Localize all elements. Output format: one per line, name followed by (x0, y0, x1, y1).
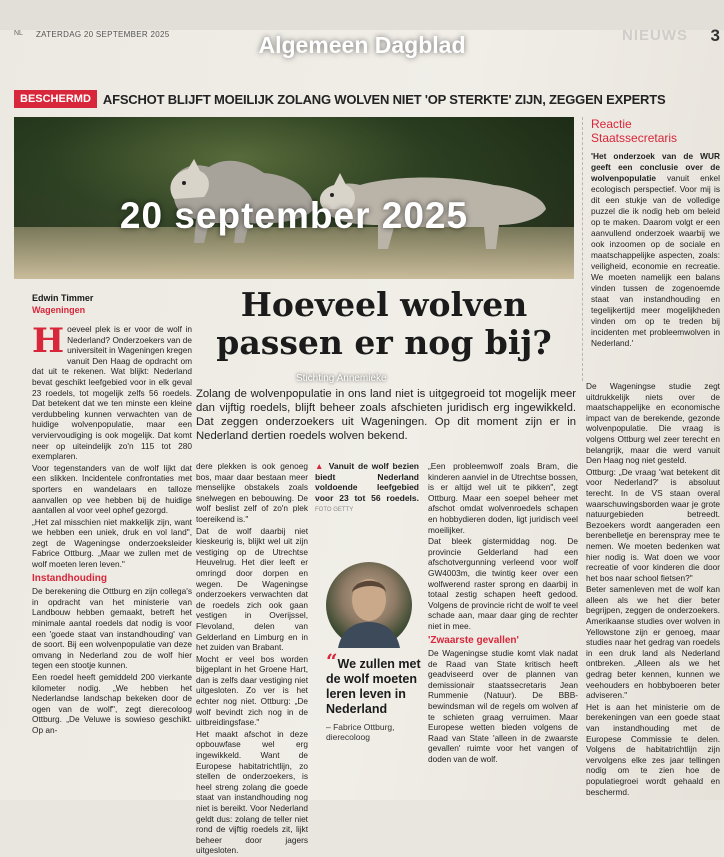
paragraph: De Wageningse studie komt vlak nadat de Raad van State kritisch heeft geadviseerd over de plannen van demissionair staatssecretaris Jean Rummenie (Natuur). De BBB-bewindsman wil de regels om wolven af te schieten graag verruimen. Maar Europese wetten bieden volgens de Raad van State 'alleen in de zwaarste gevallen' ruimte voor het vangen of doden van de wolf. (428, 648, 578, 765)
paragraph: Het is aan het ministerie om de berekeningen van een goede staat van instandhouding met de Europese Commissie te delen. Volgens de habitatrichtlijn zijn vervolgens elke zes jaar tellingen nodig om te zien hoe de populatiegroei wordt gehaald en beschermd. (586, 701, 720, 797)
photo-caption (315, 461, 419, 516)
photo-caption-text: Vanuit de wolf bezien biedt Nederland voldoende leefgebied voor 23 tot 56 roedels. (315, 461, 419, 503)
quote-mark-icon: “ (326, 649, 338, 673)
portrait-illustration (326, 562, 412, 648)
section-label: NIEUWS (622, 27, 688, 44)
paragraph: Een roedel heeft gemiddeld 200 vierkante kilometer nodig. „We hebben het Nederlandse landschap bekeken door de ogen van de wolf", zegt dierecoloog Ottburg. „De Veluwe is sowieso geschikt. Op an- (32, 672, 192, 735)
paragraph (32, 321, 192, 462)
masthead-overlay: Algemeen Dagblad (258, 32, 466, 58)
paragraph: dere plekken is ook genoeg bos, maar daar bestaan meer menselijke obstakels zoals snelwegen en bebouwing. De wolf beslist zelf of zo'n plek toereikend is." (196, 461, 308, 524)
paragraph: Ottburg: „De vraag 'wat betekent dit voor Nederland?' is absoluut terecht. In de VS staan overal waarschuwingsborden waar je grote natuurgebieden betreedt. Bezoekers wordt aangeraden een berenbelletje en berenspray mee te nemen. We moeten bedenken wat hier nodig is. Wat doen we voor recreatie of voor kinderen die door het bos naar school fietsen?" (586, 466, 720, 583)
pull-quote-attribution: – Fabrice Ottburg, dierecoloog (326, 722, 395, 742)
article-column-2 (196, 461, 308, 857)
lead-paragraph: Zolang de wolvenpopulatie in ons land niet is uitgegroeid tot mogelijk meer dan vijftig roedels, blijft beheer zoals afschieten juridisch erg ingewikkeld. Dat zeggen onderzoekers uit Wageningen. Op dit moment zijn er in Nederland dertien roedels wolven bekend. (196, 388, 576, 442)
dateline: ZATERDAG 20 SEPTEMBER 2025 (36, 30, 170, 39)
wolf-photo (14, 117, 574, 279)
date-overlay: 20 september 2025 (119, 195, 469, 236)
subheading: Instandhouding (32, 572, 107, 584)
dateline-location: Wageningen (32, 305, 86, 315)
article-column-4 (428, 461, 578, 766)
reactie-sidebar (582, 117, 720, 381)
article-column-5 (586, 381, 720, 798)
portrait-photo (326, 562, 412, 648)
paragraph: „Het zal misschien niet makkelijk zijn, want we hebben een uniek, druk en vol land", zegt de Wageningse onderzoeksleider Fabrice Ottburg. „Maar we zullen met de wolf moeten leren leven." (32, 516, 192, 570)
reactie-title: Reactie (591, 117, 632, 131)
drop-cap: H (32, 321, 65, 361)
subheading: 'Zwaarste gevallen' (428, 634, 519, 646)
pull-quote-body: We zullen met de wolf moeten leren leven in Nederland (326, 657, 421, 716)
paragraph-text: oeveel plek is er voor de wolf in Nederland? Onderzoekers van de universiteit in Wageningen kregen vanuit Den Haag de opdracht om dat uit te rekenen. Wat blijkt: Nederland bevat geschikt leefgebied voor in elk geval 23 roedels, tot mogelijk zelfs 56 roedels. Dat betekent dat we ten minste een kleine verdubbeling kunnen verwachten van de huidige wolvenpopulatie, maar een verviervoudiging is ook mogelijk. Dat komt neer op uiteindelijk zo'n 115 tot 280 exemplaren. (32, 324, 192, 462)
reactie-quote-bold: 'Het onderzoek van de WUR geeft een conclusie over de wolvenpopulatie (591, 151, 720, 183)
paragraph: Voor tegenstanders van de wolf lijkt dat een slikken. Incidentele confrontaties met sporters en wandelaars en talloze aanvallen op vee hebben bij de huidige aantallen al voor veel ophef gezorgd. (32, 462, 192, 516)
author-byline: Edwin Timmer (32, 293, 94, 303)
paragraph: Het maakt afschot in deze opbouwfase wel erg ingewikkeld. Want de Europese habitatrichtlijn, zo stellen de onderzoekers, is heel streng zolang die goede staat van instandhouding nog niet is bereikt. Voor Nederland geldt dus: zolang de teller niet rond de vijftig roedels zit, lijkt beheer door jagers uitgesloten. (196, 728, 308, 856)
paragraph: Dat bleek gistermiddag nog. De provincie Gelderland had een afschotvergunning verleend voor wolf GW4003m, die twintig keer over een wolfwerend raster sprong en daarbij in totaal zestig schapen heeft gedood. Volgens de provincie richt de wolf te veel schade aan, maar daar ging de rechter niet in mee. (428, 536, 578, 631)
reactie-subtitle: Staatssecretaris (591, 131, 678, 145)
paragraph: De Wageningse studie zegt uitdrukkelijk niets over de maatschappelijke en economische impact van de berekende, gezonde wolvenpopulatie. Die vraag is volgens Ottburg wel zeer terecht en belangrijk, maar die werd vanuit Den Haag nog niet gesteld. (586, 381, 720, 466)
triangle-icon: ▲ (315, 461, 325, 471)
paragraph: Mocht er veel bos worden bijgeplant in het Groene Hart, dan is zelfs daar vestiging niet uitgesloten. Zo ver is het echter nog niet. Ottburg: „De wolf bevindt zich nog in de uitbreidingsfase." (196, 653, 308, 728)
watermark: Stichting Annemieke (296, 373, 387, 384)
paragraph: Beter samenleven met de wolf kan alleen als we het dier beter begrijpen, zeggen de onderzoekers. Amerikaanse studies over wolven in Yellowstone zijn er genoeg, maar studies naar het gedrag van roedels in een druk land als Nederland ontbreken. „Alleen als we het gedrag beter kennen, kunnen we veehouders en hobbyboeren beter adviseren." (586, 584, 720, 701)
pull-quote-text (326, 649, 422, 717)
article-column-3 (315, 461, 419, 519)
top-strip (0, 0, 724, 30)
article-column-1 (32, 321, 192, 737)
kicker-label: BESCHERMD (14, 90, 97, 108)
paragraph: „Een probleemwolf zoals Bram, die kinderen aanviel in de Utrechtse bossen, is er altijd wel uit te pikken", zegt Ottburg. Maar een soepel beheer met afschot omdat wolvenroedels schapen en hobbydieren doden, ligt juridisch veel moeilijker. (428, 461, 578, 535)
headline: Hoeveel wolven passen er nog bij? (216, 285, 552, 362)
folio: NL (14, 30, 23, 37)
reactie-quote-body: vanuit enkel ecologisch perspectief. Voor mij is dit een stukje van de volledige puzzel die ik nodig heb om beleid op te maken. Daarom volgt er een aanvullend onderzoek waarbij we ook inzoomen op de sociale en maatschappelijke aspecten, zoals: veiligheid, economie en recreatie. We moeten namelijk een balans vinden tussen de zogenoemde staat van instandhouding en tegelijkertijd meer mogelijkheden vinden om op te treden bij incidenten met probleemwolven in Nederland.' (591, 173, 720, 348)
paragraph: Dat de wolf daarbij niet kieskeurig is, blijkt wel uit zijn vestiging op de Utrechtse Heuvelrug. Het dier leeft er omringd door dorpen en wegen. De Wageningse onderzoekers verwachten dat de roedels zich ook gaan vestigen in Overijssel, Flevoland, delen van Gelderland en Limburg en in het zuiden van Brabant. (196, 525, 308, 653)
pull-quote (326, 649, 422, 742)
kicker-bar (14, 89, 714, 109)
photo-credit: FOTO GETTY (315, 507, 354, 514)
page-number: 3 (710, 26, 720, 45)
kicker-text: AFSCHOT BLIJFT MOEILIJK ZOLANG WOLVEN NIET 'OP STERKTE' ZIJN, ZEGGEN EXPERTS (102, 91, 666, 107)
paragraph: De berekening die Ottburg en zijn collega's in opdracht van het ministerie van Landbouw hebben gemaakt, betreft het minimale aantal roedels dat nodig is voor een 'goede staat van instandhouding' van de soort. Bij een wolvenpopulatie van deze omvang in Nederland zou de wolf hier tegen een stootje kunnen. (32, 586, 192, 671)
reactie-quote (591, 151, 720, 349)
